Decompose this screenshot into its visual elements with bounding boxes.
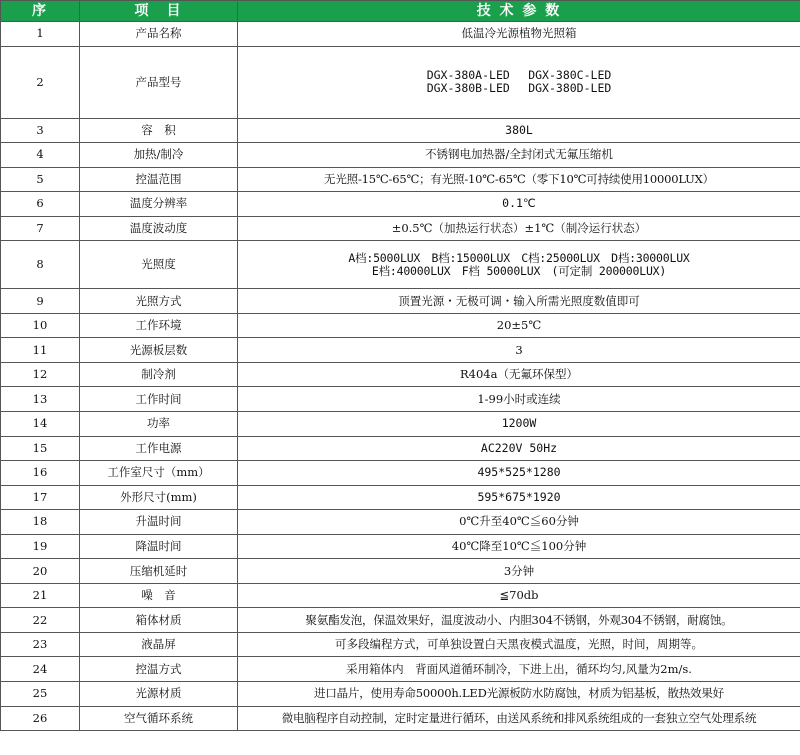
row-item: 噪 音 xyxy=(80,583,238,608)
row-value: 低温冷光源植物光照箱 xyxy=(238,22,800,47)
table-row xyxy=(1,362,800,387)
table-row xyxy=(1,46,800,118)
header-param: 技 术 参 数 xyxy=(238,1,800,22)
table-row xyxy=(1,510,800,535)
row-value: 微电脑程序自动控制，定时定量进行循环，由送风系统和排风系统组成的一套独立空气处理系统 xyxy=(238,706,800,731)
row-no: 7 xyxy=(1,216,80,241)
row-value: 顶置光源・无极可调・输入所需光照度数值即可 xyxy=(238,289,800,314)
table-row xyxy=(1,167,800,192)
table-row xyxy=(1,412,800,437)
row-no: 11 xyxy=(1,338,80,363)
row-no: 20 xyxy=(1,559,80,584)
row-value: 40℃降至10℃≦100分钟 xyxy=(238,534,800,559)
row-no: 16 xyxy=(1,461,80,486)
row-item: 箱体材质 xyxy=(80,608,238,633)
row-value: ≦70db xyxy=(238,583,800,608)
row-no: 9 xyxy=(1,289,80,314)
row-item: 产品型号 xyxy=(80,46,238,118)
row-no: 8 xyxy=(1,241,80,289)
row-value: 进口晶片，使用寿命50000h.LED光源板防水防腐蚀，材质为铝基板，散热效果好 xyxy=(238,682,800,707)
table-row xyxy=(1,241,800,289)
row-no: 26 xyxy=(1,706,80,731)
row-value: 380L xyxy=(238,118,800,143)
row-no: 21 xyxy=(1,583,80,608)
table-row xyxy=(1,608,800,633)
row-item: 光源材质 xyxy=(80,682,238,707)
row-item: 工作室尺寸（mm） xyxy=(80,461,238,486)
row-value: 聚氨酯发泡，保温效果好，温度波动小、内胆304不锈钢，外观304不锈钢，耐腐蚀。 xyxy=(238,608,800,633)
row-no: 5 xyxy=(1,167,80,192)
header-row xyxy=(1,1,800,22)
row-no: 3 xyxy=(1,118,80,143)
table-row xyxy=(1,559,800,584)
row-value: 采用箱体内 背面风道循环制冷，下进上出，循环均匀,风量为2m/s. xyxy=(238,657,800,682)
table-row xyxy=(1,216,800,241)
table-row xyxy=(1,338,800,363)
table-row xyxy=(1,22,800,47)
table-row xyxy=(1,485,800,510)
table-row xyxy=(1,436,800,461)
row-value: AC220V 50Hz xyxy=(238,436,800,461)
row-item: 控温方式 xyxy=(80,657,238,682)
row-no: 23 xyxy=(1,632,80,657)
row-no: 2 xyxy=(1,46,80,118)
row-item: 升温时间 xyxy=(80,510,238,535)
table-row xyxy=(1,461,800,486)
row-item: 液晶屏 xyxy=(80,632,238,657)
table-row xyxy=(1,313,800,338)
table-row xyxy=(1,682,800,707)
model-line: DGX-380B-LED DGX-380D-LED xyxy=(426,81,612,96)
lux-line: A档:5000LUX B档:15000LUX C档:25000LUX D档:30000LUX xyxy=(348,250,690,265)
row-no: 24 xyxy=(1,657,80,682)
row-item: 产品名称 xyxy=(80,22,238,47)
row-value: 可多段编程方式，可单独设置白天黑夜模式温度，光照，时间，周期等。 xyxy=(238,632,800,657)
row-value xyxy=(238,241,800,289)
row-item: 光源板层数 xyxy=(80,338,238,363)
header-no: 序 xyxy=(1,1,80,22)
row-no: 13 xyxy=(1,387,80,412)
table-row xyxy=(1,143,800,168)
row-no: 19 xyxy=(1,534,80,559)
row-no: 12 xyxy=(1,362,80,387)
table-row xyxy=(1,657,800,682)
row-item: 温度分辨率 xyxy=(80,192,238,217)
row-value: 595*675*1920 xyxy=(238,485,800,510)
row-value: 495*525*1280 xyxy=(238,461,800,486)
row-item: 外形尺寸(mm) xyxy=(80,485,238,510)
row-item: 容 积 xyxy=(80,118,238,143)
row-no: 18 xyxy=(1,510,80,535)
row-value: R404a（无氟环保型） xyxy=(238,362,800,387)
row-no: 14 xyxy=(1,412,80,437)
row-no: 22 xyxy=(1,608,80,633)
row-no: 17 xyxy=(1,485,80,510)
model-line: DGX-380A-LED DGX-380C-LED xyxy=(426,68,612,83)
row-value: 3分钟 xyxy=(238,559,800,584)
table-row xyxy=(1,118,800,143)
row-item: 工作时间 xyxy=(80,387,238,412)
row-no: 6 xyxy=(1,192,80,217)
row-no: 25 xyxy=(1,682,80,707)
row-item: 制冷剂 xyxy=(80,362,238,387)
table-row xyxy=(1,192,800,217)
row-value: 1200W xyxy=(238,412,800,437)
table-row xyxy=(1,706,800,731)
row-item: 控温范围 xyxy=(80,167,238,192)
header-item: 项 目 xyxy=(80,1,238,22)
row-item: 空气循环系统 xyxy=(80,706,238,731)
table-row xyxy=(1,289,800,314)
row-item: 降温时间 xyxy=(80,534,238,559)
row-item: 工作环境 xyxy=(80,313,238,338)
row-item: 加热/制冷 xyxy=(80,143,238,168)
table-row xyxy=(1,534,800,559)
table-row xyxy=(1,583,800,608)
row-value: 3 xyxy=(238,338,800,363)
row-no: 1 xyxy=(1,22,80,47)
lux-line: E档:40000LUX F档 50000LUX (可定制 200000LUX) xyxy=(371,263,667,278)
row-item: 压缩机延时 xyxy=(80,559,238,584)
row-item: 功率 xyxy=(80,412,238,437)
row-value xyxy=(238,46,800,118)
row-item: 光照方式 xyxy=(80,289,238,314)
row-value: 20±5℃ xyxy=(238,313,800,338)
row-no: 15 xyxy=(1,436,80,461)
row-value: 1-99小时或连续 xyxy=(238,387,800,412)
row-item: 光照度 xyxy=(80,241,238,289)
table-row xyxy=(1,632,800,657)
table-row xyxy=(1,387,800,412)
row-no: 4 xyxy=(1,143,80,168)
row-value: 0.1℃ xyxy=(238,192,800,217)
row-item: 温度波动度 xyxy=(80,216,238,241)
row-item: 工作电源 xyxy=(80,436,238,461)
row-value: 无光照-15℃-65℃；有光照-10℃-65℃（零下10℃可持续使用10000LUX） xyxy=(238,167,800,192)
row-no: 10 xyxy=(1,313,80,338)
row-value: 不锈钢电加热器/全封闭式无氟压缩机 xyxy=(238,143,800,168)
row-value: 0℃升至40℃≦60分钟 xyxy=(238,510,800,535)
row-value: ±0.5℃（加热运行状态）±1℃（制冷运行状态） xyxy=(238,216,800,241)
